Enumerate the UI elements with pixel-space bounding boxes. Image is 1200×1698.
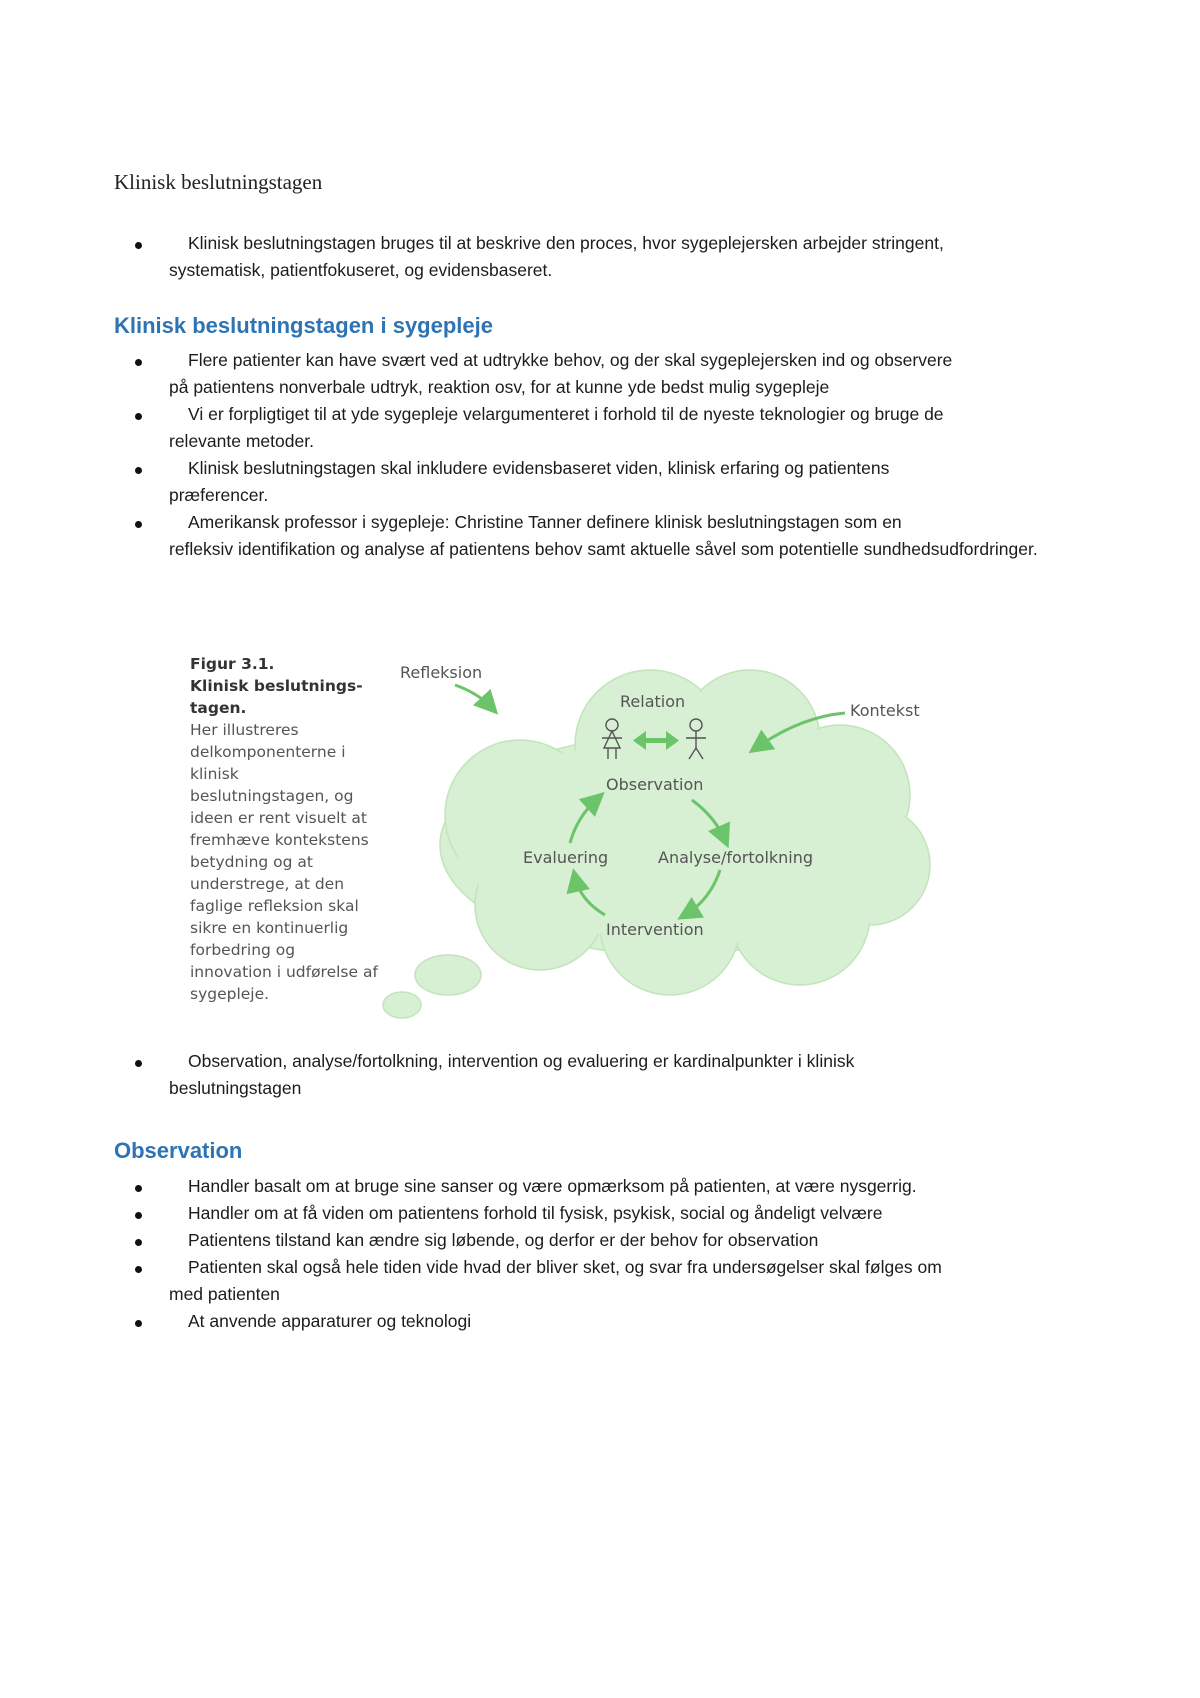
bullet-dot <box>135 1185 142 1192</box>
label-intervention: Intervention <box>606 920 704 939</box>
label-analyse: Analyse/fortolkning <box>658 848 814 867</box>
label-evaluering: Evaluering <box>523 848 609 867</box>
figure-caption <box>190 653 380 1005</box>
document-title: Klinisk beslutningstagen <box>114 170 323 194</box>
bullet-dot <box>135 1320 142 1327</box>
refleksion-arrow <box>455 685 492 708</box>
list-item: Observation, analyse/fortolkning, intervention og evaluering er kardinalpunkter i klinisk beslutningstagen <box>114 1048 1114 1102</box>
list-item: Handler basalt om at bruge sine sanser og være opmærksom på patienten, at være nysgerrig. <box>114 1173 1114 1200</box>
list-item: Vi er forpligtiget til at yde sygepleje velargumenteret i forhold til de nyeste teknologier og bruge de relevante metoder. <box>114 401 1114 455</box>
bullet-dot <box>135 467 142 474</box>
intro-bullet-list <box>114 230 1114 284</box>
figure-title: Klinisk beslutnings-tagen. <box>190 677 363 717</box>
cloud-diagram <box>380 645 980 1025</box>
section-heading-sygepleje: Klinisk beslutningstagen i sygepleje <box>114 313 493 338</box>
list-item: Patientens tilstand kan ændre sig løbende, og derfor er der behov for observation <box>114 1227 1114 1254</box>
bullet-dot <box>135 521 142 528</box>
label-refleksion: Refleksion <box>400 663 483 682</box>
list-item: Flere patienter kan have svært ved at udtrykke behov, og der skal sygeplejersken ind og observere på patientens nonverbale udtryk, reaktion osv, for at kunne yde bedst mulig sygepleje <box>114 347 1114 401</box>
list-item: At anvende apparaturer og teknologi <box>114 1308 1114 1335</box>
bullet-dot <box>135 1212 142 1219</box>
bullet-dot <box>135 1266 142 1273</box>
bullet-dot <box>135 413 142 420</box>
label-observation: Observation <box>606 775 704 794</box>
summary-bullet-list <box>114 1048 1114 1102</box>
label-kontekst: Kontekst <box>850 701 920 720</box>
label-relation: Relation <box>620 692 686 711</box>
observation-bullet-list <box>114 1173 1114 1335</box>
thought-bubbles <box>383 955 481 1018</box>
bullet-dot <box>135 1239 142 1246</box>
sygepleje-bullet-list <box>114 347 1114 563</box>
list-item: Klinisk beslutningstagen bruges til at beskrive den proces, hvor sygeplejersken arbejder stringent, systematisk, patientfokuseret, og evidensbaseret. <box>114 230 1114 284</box>
figure-description: Her illustreres delkomponenterne i klinisk beslutningstagen, og ideen er rent visuelt at fremhæve kontekstens betydning og at understrege, at den faglige refleksion skal sikre en kontinuerlig forbedring og innovation i udførelse af sygepleje. <box>190 721 378 1003</box>
list-item: Klinisk beslutningstagen skal inkludere evidensbaseret viden, klinisk erfaring og patientens præferencer. <box>114 455 1114 509</box>
figure-clinical-decision-making <box>190 645 980 1025</box>
bullet-dot <box>135 359 142 366</box>
list-item: Patienten skal også hele tiden vide hvad der bliver sket, og svar fra undersøgelser skal følges om med patienten <box>114 1254 1114 1308</box>
section-heading-observation: Observation <box>114 1138 243 1163</box>
list-item: Amerikansk professor i sygepleje: Christine Tanner definere klinisk beslutningstagen som en refleksiv identifikation og analyse af patientens behov samt aktuelle såvel som potentielle sundhedsudfordringer. <box>114 509 1049 563</box>
bullet-dot <box>135 1060 142 1067</box>
bullet-dot <box>135 242 142 249</box>
figure-number: Figur 3.1. <box>190 655 275 673</box>
list-item: Handler om at få viden om patientens forhold til fysisk, psykisk, social og åndeligt velvære <box>114 1200 1114 1227</box>
